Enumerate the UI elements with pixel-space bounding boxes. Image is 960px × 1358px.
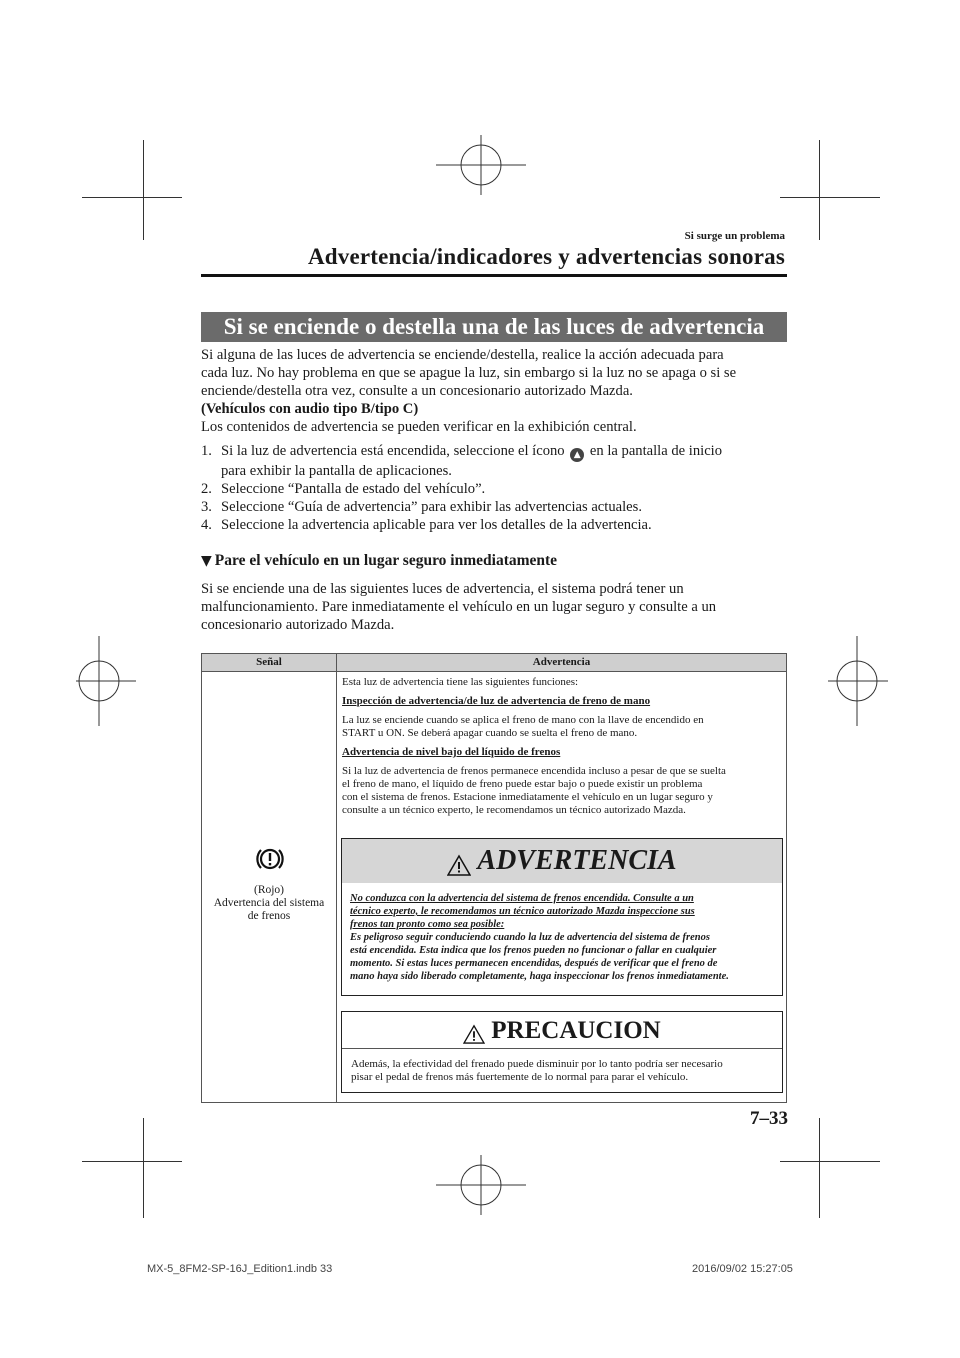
table-header (202, 654, 786, 672)
intro-text (201, 346, 787, 436)
crop-mark (143, 1118, 144, 1218)
registration-mark-right (828, 636, 888, 726)
warning-triangle-icon (463, 1024, 485, 1044)
advertencia-title: ADVERTENCIA (477, 845, 677, 876)
column-header-signal: Señal (256, 656, 282, 668)
car-app-icon: ▲ (570, 448, 584, 462)
precaucion-box (341, 1011, 783, 1093)
crop-mark (780, 197, 880, 198)
advertencia-text: No conduzca con la advertencia del sistema de frenos encendida. Consulte a un técnico experto, le recomendamos un técnico autorizado Mazda inspeccione sus frenos tan pronto como sea posible: Es peligroso seguir conduciendo cuando la luz de advertencia del sistema de frenos está encendida. Esta indica que los frenos pueden no funcionar o fallar en cualquier momento. Si estas luces permanecen encendidas, después de verificar que el freno de mano haya sido liberado completamente, haga inspeccionar los frenos inmediatamente. (350, 893, 729, 982)
page-title: Advertencia/indicadores y advertencias sonoras (307, 244, 785, 269)
warning-description: Esta luz de advertencia tiene las siguientes funciones: Inspección de advertencia/de luz de advertencia de freno de mano La luz se enciende cuando se aplica el freno de mano con la llave de encendido en START u ON. Se deberá apagar cuando se suelta el freno de mano. Advertencia de nivel bajo del líquido de frenos Si la luz de advertencia de frenos permanece encendida incluso a pesar de que se suelta el freno de mano, el líquido de freno puede estar bajo o puede existir un problema con el sistema de frenos. Estacione inmediatamente el vehículo en un lugar seguro y consulte a un técnico experto, le recomendamos un técnico autorizado Mazda. (342, 676, 782, 823)
item-text: La luz se enciende cuando se aplica el freno de mano con la llave de encendido en START u ON. Se deberá apagar cuando se suelta el freno de mano. (342, 714, 704, 739)
column-divider (336, 654, 337, 1102)
brake-warning-icon (255, 844, 285, 874)
page-number: 7–33 (750, 1108, 788, 1129)
subsection-text: Si se enciende una de las siguientes luces de advertencia, el sistema podrá tener un malfuncionamiento. Pare inmediatamente el vehículo en un lugar seguro y consulte a un concesionario autorizado Mazda. (201, 581, 717, 633)
precaucion-title: PRECAUCION (491, 1017, 661, 1044)
advertencia-box (341, 838, 783, 996)
crop-mark (143, 140, 144, 240)
crop-mark (82, 197, 182, 198)
intro-line: Si alguna de las luces de advertencia se enciende/destella, realice la acción adecuada para (201, 347, 724, 363)
precaucion-header (342, 1012, 782, 1049)
advertencia-header (342, 839, 782, 883)
column-header-warning: Advertencia (532, 656, 591, 668)
step-item: 2. Seleccione “Pantalla de estado del vehículo”. (201, 481, 486, 497)
subsection-heading: ▼ Pare el vehículo en un lugar seguro inmediatamente (201, 552, 558, 569)
section-title: Si se enciende o destella una de las luces de advertencia (201, 312, 787, 342)
crop-mark (780, 1161, 880, 1162)
registration-mark-bottom (436, 1155, 526, 1215)
header-rule (201, 274, 787, 277)
footer-file: MX-5_8FM2-SP-16J_Edition1.indb 33 (147, 1263, 333, 1275)
triangle-down-icon: ▼ (201, 553, 212, 569)
warning-triangle-icon (447, 854, 471, 876)
chapter-label: Si surge un problema (684, 230, 785, 242)
registration-mark-top (436, 135, 526, 195)
step-item: 4. Seleccione la advertencia aplicable para ver los detalles de la advertencia. (201, 517, 652, 533)
audio-note: (Vehículos con audio tipo B/tipo C) (201, 401, 419, 417)
registration-mark-left (76, 636, 136, 726)
intro-line: Los contenidos de advertencia se pueden verificar en la exhibición central. (201, 419, 637, 435)
item-title: Advertencia de nivel bajo del líquido de frenos (342, 746, 561, 758)
warning-table (201, 653, 787, 1103)
intro-line: enciende/destella otra vez, consulte a un concesionario autorizado Mazda. (201, 383, 633, 399)
precaucion-text: Además, la efectividad del frenado puede disminuir por lo tanto podría ser necesario pisar el pedal de frenos más fuertemente de lo normal para parar el vehículo. (351, 1058, 723, 1083)
signal-description: (Rojo) Advertencia del sistema de frenos (213, 884, 325, 922)
footer-timestamp: 2016/09/02 15:27:05 (692, 1263, 793, 1275)
item-text: Si la luz de advertencia de frenos permanece encendida incluso a pesar de que se suelta el freno de mano, el líquido de freno puede estar bajo o puede existir un problema con el sistema de frenos. Estacione inmediatamente el vehículo en un lugar seguro y consulte a un técnico experto, le recomendamos un técnico autorizado Mazda. (342, 765, 726, 816)
step-item: 1. Si la luz de advertencia está encendida, seleccione el ícono ▲ en la pantalla de inicio para exhibir la pantalla de aplicaciones. (201, 443, 723, 479)
step-item: 3. Seleccione “Guía de advertencia” para exhibir las advertencias actuales. (201, 499, 642, 515)
crop-mark (819, 140, 820, 240)
item-title: Inspección de advertencia/de luz de advertencia de freno de mano (342, 695, 651, 707)
intro-line: cada luz. No hay problema en que se apague la luz, sin embargo si la luz no se apaga o si se (201, 365, 737, 381)
crop-mark (82, 1161, 182, 1162)
steps-list (201, 442, 787, 534)
crop-mark (819, 1118, 820, 1218)
